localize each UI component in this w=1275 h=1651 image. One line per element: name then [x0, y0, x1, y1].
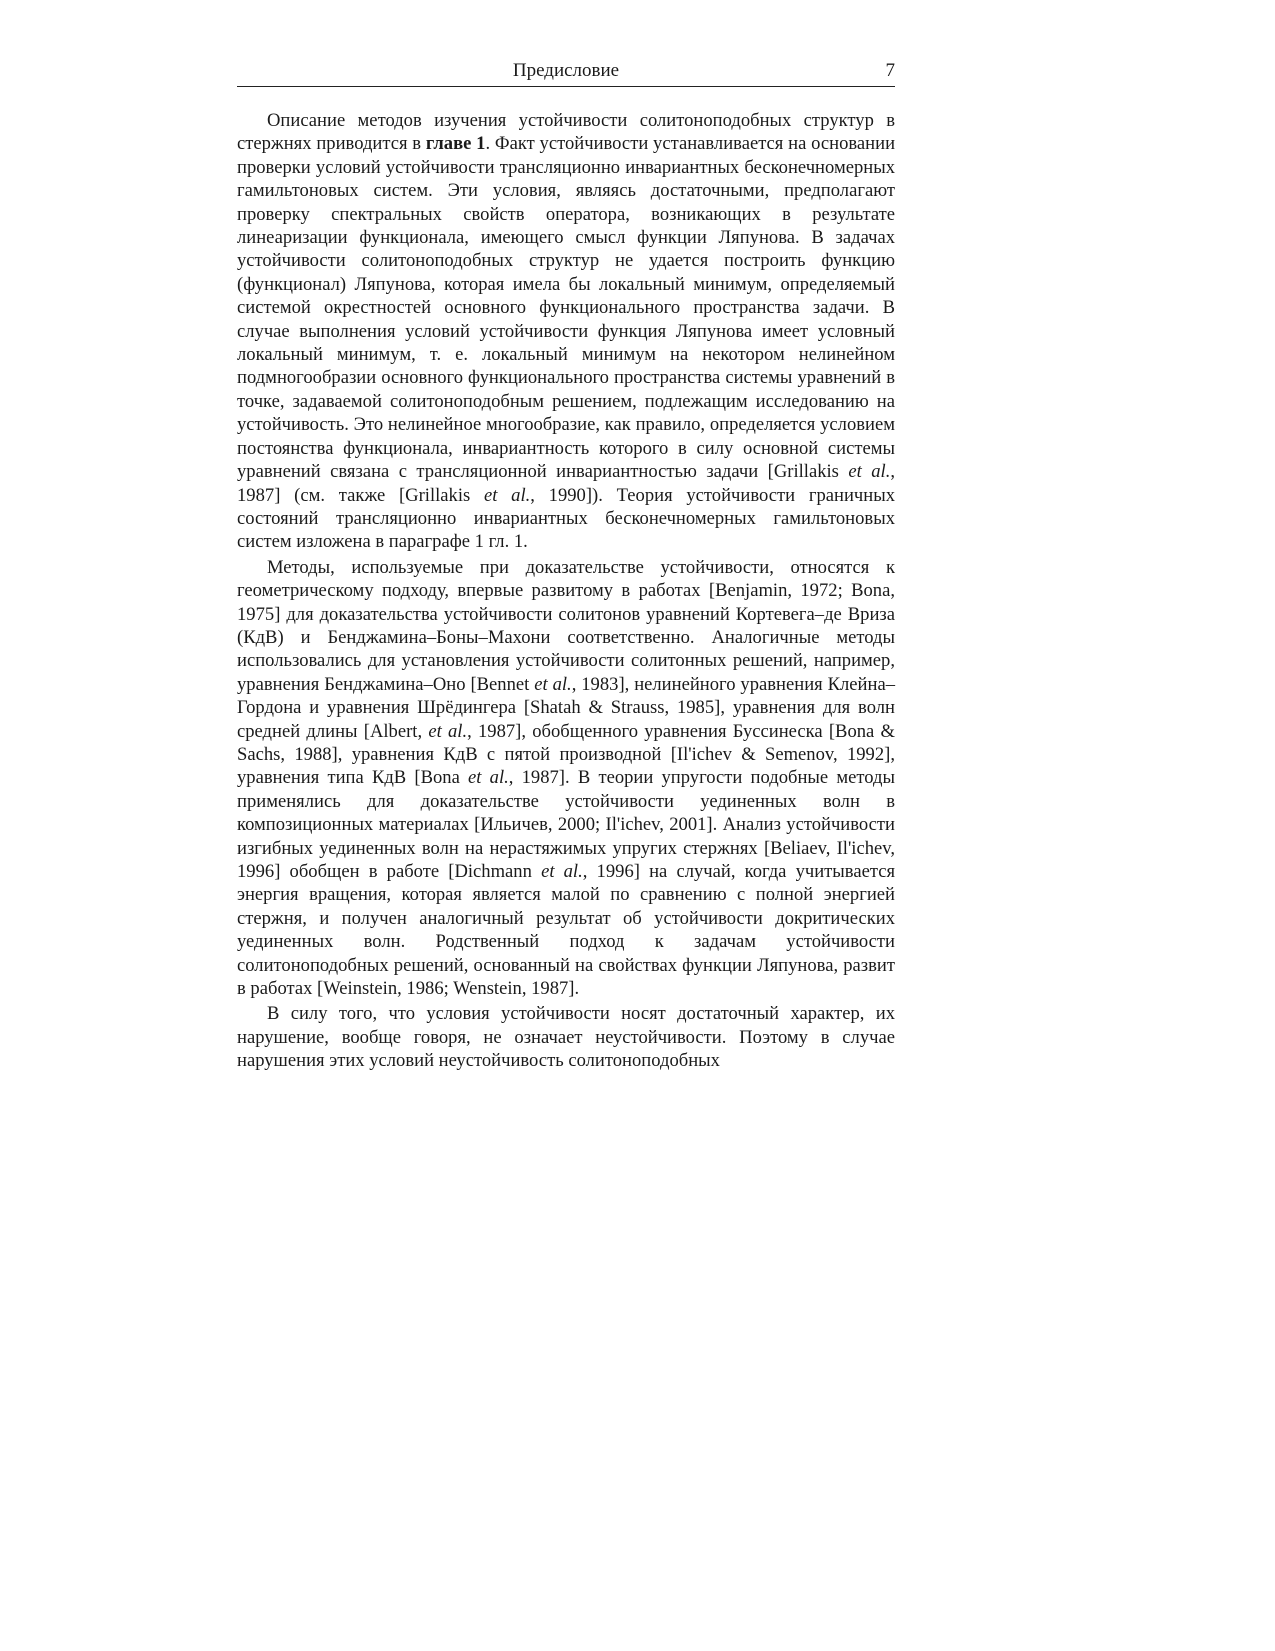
text-segment: , 1990]). Теория устойчивости граничных состояний трансляционно инвариантных бесконечномерных гамильтоновых систем изложена в параграфе 1 гл. 1.	[237, 484, 895, 553]
italic-et-al: et al.	[541, 861, 583, 882]
book-page	[237, 60, 895, 1075]
chapter-reference: главе 1	[425, 133, 486, 155]
text-segment: . Факт устойчивости устанавливается на основании проверки условий устойчивости трансляционно инвариантных бесконечномерных гамильтоновых систем. Эти условия, являясь достаточными, предполагают проверку спектральных свойств оператора, возникающих в результате линеаризации функционала, имеющего смысл функции Ляпунова. В задачах устойчивости солитоноподобных структур не удается построить функцию (функционал) Ляпунова, которая имела бы локальный минимум, определяемый системой окрестностей основного функционального пространства задачи. В случае выполнения условий устойчивости функция Ляпунова имеет условный локальный минимум, т. е. локальный минимум на некотором нелинейном подмногообразии основного функционального пространства системы уравнений в точке, задаваемой солитоноподобным решением, подлежащим исследованию на устойчивость. Это нелинейное многообразие, как правило, определяется условием постоянства функционала, инвариантность которого в силу основной системы уравнений связана с трансляционной инвариантностью задачи [Grillakis	[237, 133, 896, 483]
paragraph-2	[237, 556, 895, 1001]
page-number: 7	[885, 60, 895, 81]
text-segment: , 1996] на случай, когда учитывается энергия вращения, которая является малой по сравнению с полной энергией стержня, и получен аналогичный результат об устойчивости докритических уединенных волн. Родственный подход к задачам устойчивости солитоноподобных решений, основанный на свойствах функции Ляпунова, развит в работах [Weinstein, 1986; Wenstein, 1987].	[237, 861, 895, 1000]
italic-et-al: et al.	[428, 720, 468, 742]
running-title: Предисловие	[512, 60, 620, 81]
paragraph-1	[237, 109, 895, 554]
italic-et-al: et al.	[848, 461, 891, 483]
text-segment: В силу того, что условия устойчивости носят достаточный характер, их нарушение, вообще говоря, не означает неустойчивости. Поэтому в случае нарушения этих условий неустойчивость солитоноподобных	[237, 1003, 895, 1072]
text-segment: , 1987], обобщенного уравнения Буссинеска [Bona & Sachs, 1988], уравнения КдВ с пятой производной [Il'ichev & Semenov, 1992], уравнения типа КдВ [Bona	[237, 720, 895, 789]
italic-et-al: et al.	[483, 484, 531, 506]
text-segment: , 1987]. В теории упругости подобные методы применялись для доказательстве устойчивости уединенных волн в композиционных материалах [Ильичев, 2000; Il'ichev, 2001]. Анализ устойчивости изгибных уединенных волн на нерастяжимых упругих стержнях [Beliaev, Il'ichev, 1996] обобщен в работе [Dichmann	[237, 767, 895, 882]
text-segment: Методы, используемые при доказательстве устойчивости, относятся к геометрическому подходу, впервые развитому в работах [Benjamin, 1972; Bona, 1975] для доказательства устойчивости солитонов уравнений Кортевега–де Вриза (КдВ) и Бенджамина–Боны–Махони соответственно. Аналогичные методы использовались для установления устойчивости солитонных решений, например, уравнения Бенджамина–Оно [Bennet	[237, 556, 895, 695]
running-head	[237, 60, 895, 87]
body-text	[237, 109, 895, 1073]
text-segment: , 1983], нелинейного уравнения Клейна–Гордона и уравнения Шрёдингера [Shatah & Strauss, 1985], уравнения для волн средней длины [Albert,	[237, 673, 895, 742]
paragraph-3	[237, 1002, 895, 1072]
italic-et-al: et al.	[534, 673, 572, 695]
italic-et-al: et al.	[468, 767, 509, 789]
text-segment: , 1987] (см. также [Grillakis	[237, 461, 895, 506]
text-segment: Описание методов изучения устойчивости солитоноподобных структур в стержнях приводится в	[237, 110, 895, 155]
